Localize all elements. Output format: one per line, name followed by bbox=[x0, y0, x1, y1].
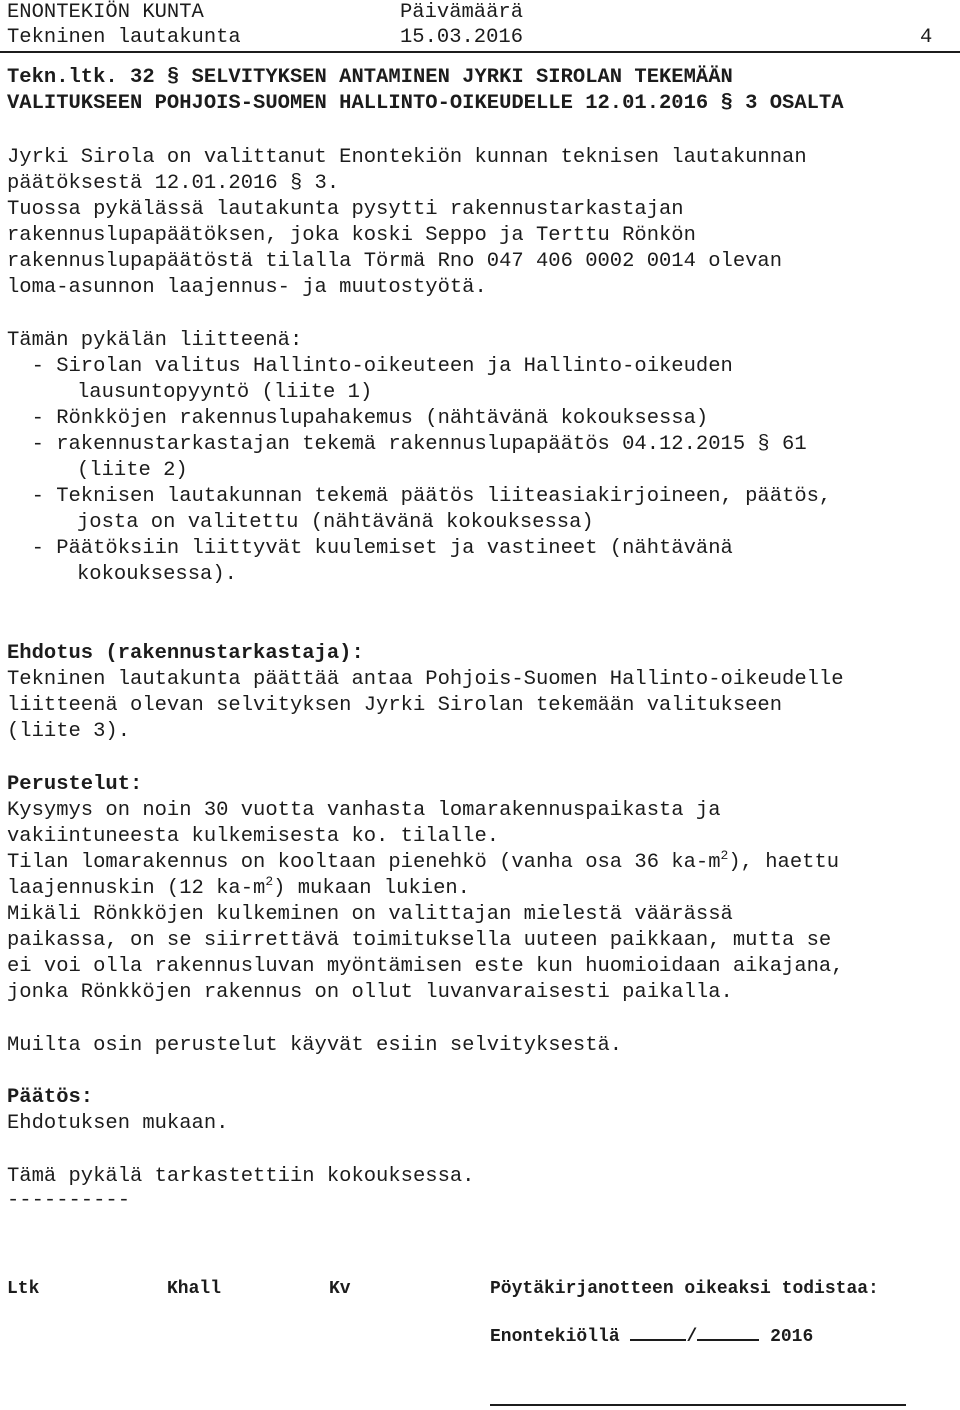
meeting-date: 15.03.2016 bbox=[400, 26, 524, 49]
date-label: Päivämäärä bbox=[400, 1, 524, 24]
intro-line-3: Tuossa pykälässä lautakunta pysytti rakennustarkastajan bbox=[7, 198, 684, 221]
footer-date-line bbox=[490, 1321, 813, 1348]
reasons-line-4-b: ) mukaan lukien. bbox=[273, 877, 470, 900]
board-name: Tekninen lautakunta bbox=[7, 26, 241, 49]
footer-kv: Kv bbox=[329, 1279, 351, 1299]
reasons-heading: Perustelut: bbox=[7, 773, 143, 796]
superscript-2: 2 bbox=[720, 848, 729, 863]
reasons-line-9: Muilta osin perustelut käyvät esiin selvityksestä. bbox=[7, 1034, 623, 1057]
attachments-heading: Tämän pykälän liitteenä: bbox=[7, 329, 303, 352]
attachment-line: - Rönkköjen rakennuslupahakemus (nähtävänä kokouksessa) bbox=[7, 407, 709, 430]
footer-ltk: Ltk bbox=[7, 1279, 40, 1299]
attachment-line: - rakennustarkastajan tekemä rakennuslupapäätös 04.12.2015 § 61 bbox=[7, 433, 807, 456]
decision-heading: Päätös: bbox=[7, 1086, 94, 1109]
reasons-line-3-a: Tilan lomarakennus on kooltaan pienehkö (vanha osa 36 ka-m bbox=[7, 851, 721, 874]
section-title-line-2: VALITUKSEEN POHJOIS-SUOMEN HALLINTO-OIKEUDELLE 12.01.2016 § 3 OSALTA bbox=[7, 92, 844, 115]
day-blank bbox=[630, 1321, 686, 1341]
intro-line-1: Jyrki Sirola on valittanut Enontekiön kunnan teknisen lautakunnan bbox=[7, 146, 807, 169]
footer-slash: / bbox=[686, 1327, 698, 1347]
footer-khall: Khall bbox=[167, 1279, 222, 1299]
reasons-line-4 bbox=[7, 876, 470, 902]
superscript-2: 2 bbox=[265, 874, 274, 889]
footer-place: Enontekiöllä bbox=[490, 1327, 620, 1347]
attachment-line: - Päätöksiin liittyvät kuulemiset ja vastineet (nähtävänä bbox=[7, 537, 733, 560]
municipality-name: ENONTEKIÖN KUNTA bbox=[7, 1, 204, 24]
header-divider bbox=[0, 51, 960, 53]
reasons-line-1: Kysymys on noin 30 vuotta vanhasta lomarakennuspaikasta ja bbox=[7, 799, 721, 822]
reasons-line-3-b: ), haettu bbox=[728, 851, 840, 874]
signature-line bbox=[490, 1404, 906, 1406]
attachment-line: (liite 2) bbox=[77, 459, 188, 482]
proposal-line-2: liitteenä olevan selvityksen Jyrki Sirolan tekemään valitukseen bbox=[7, 694, 783, 717]
reasons-line-5: Mikäli Rönkköjen kulkeminen on valittajan mielestä väärässä bbox=[7, 903, 733, 926]
page-number: 4 bbox=[920, 26, 933, 49]
intro-line-2: päätöksestä 12.01.2016 § 3. bbox=[7, 172, 340, 195]
reasons-line-7: ei voi olla rakennusluvan myöntämisen este kun huomioidaan aikajana, bbox=[7, 955, 844, 978]
footer-certify: Pöytäkirjanotteen oikeaksi todistaa: bbox=[490, 1279, 879, 1299]
reasons-line-6: paikassa, on se siirrettävä toimituksella uuteen paikkaan, mutta se bbox=[7, 929, 832, 952]
attachment-line: kokouksessa). bbox=[77, 563, 237, 586]
proposal-line-1: Tekninen lautakunta päättää antaa Pohjois-Suomen Hallinto-oikeudelle bbox=[7, 668, 844, 691]
intro-line-5: rakennuslupapäätöstä tilalla Törmä Rno 047 406 0002 0014 olevan bbox=[7, 250, 783, 273]
intro-line-6: loma-asunnon laajennus- ja muutostyötä. bbox=[7, 276, 487, 299]
proposal-line-3: (liite 3). bbox=[7, 720, 131, 743]
section-title-line-1: Tekn.ltk. 32 § SELVITYKSEN ANTAMINEN JYRKI SIROLAN TEKEMÄÄN bbox=[7, 66, 733, 89]
attachment-line: - Sirolan valitus Hallinto-oikeuteen ja Hallinto-oikeuden bbox=[7, 355, 733, 378]
reasons-line-2: vakiintuneesta kulkemisesta ko. tilalle. bbox=[7, 825, 500, 848]
footer-year: 2016 bbox=[770, 1327, 814, 1347]
month-blank bbox=[697, 1321, 759, 1341]
attachment-line: josta on valitettu (nähtävänä kokouksessa) bbox=[77, 511, 594, 534]
attachment-line: - Teknisen lautakunnan tekemä päätös liiteasiakirjoineen, päätös, bbox=[7, 485, 832, 508]
intro-line-4: rakennuslupapäätöksen, joka koski Seppo ja Terttu Rönkön bbox=[7, 224, 696, 247]
dash-separator: ---------- bbox=[7, 1189, 131, 1212]
proposal-heading: Ehdotus (rakennustarkastaja): bbox=[7, 642, 364, 665]
checked-note: Tämä pykälä tarkastettiin kokouksessa. bbox=[7, 1165, 475, 1188]
reasons-line-4-a: laajennuskin (12 ka-m bbox=[7, 877, 266, 900]
attachment-line: lausuntopyyntö (liite 1) bbox=[77, 381, 373, 404]
reasons-line-8: jonka Rönkköjen rakennus on ollut luvanvaraisesti paikalla. bbox=[7, 981, 733, 1004]
reasons-line-3 bbox=[7, 850, 839, 876]
decision-text: Ehdotuksen mukaan. bbox=[7, 1112, 229, 1135]
